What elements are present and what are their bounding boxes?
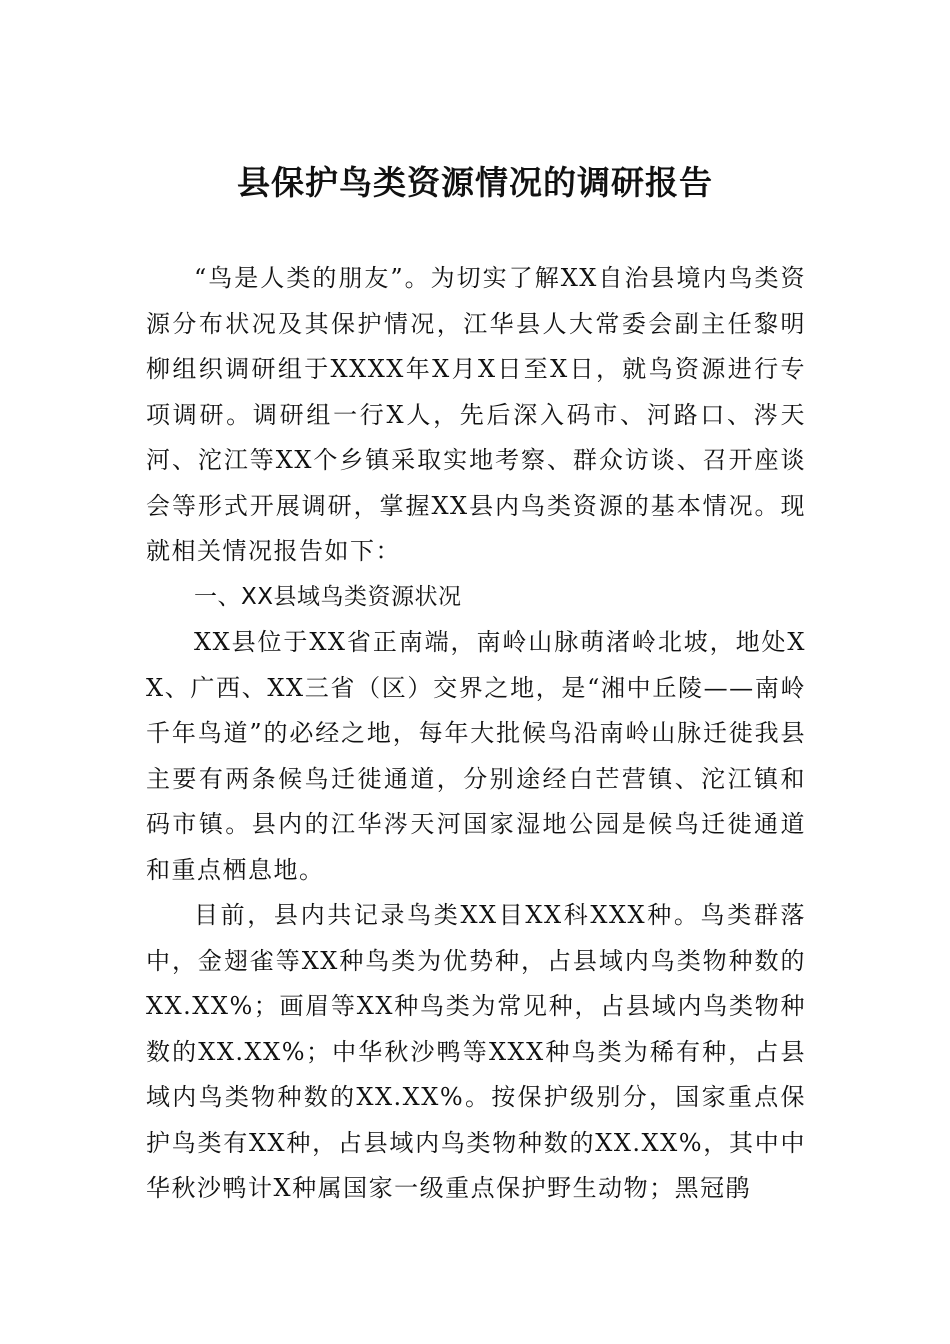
document-title: 县保护鸟类资源情况的调研报告 — [237, 163, 713, 202]
section1-paragraph-2: 目前，县内共记录鸟类XX目XX科XXX种。鸟类群落中，金翅雀等XX种鸟类为优势种，占县域内鸟类物种数的XX.XX%；画眉等XX种鸟类为常见种，占县域内鸟类物种数的XX.XX%；中华秋沙鸭等XXX种鸟类为稀有种，占县域内鸟类物种数的XX.XX%。按保护级别分，国家重点保护鸟类有XX种，占县域内鸟类物种数的XX.XX%，其中中华秋沙鸭计X种属国家一级重点保护野生动物；黑冠鹃 — [146, 901, 806, 1202]
section-heading-1: 一、XX县域鸟类资源状况 — [194, 583, 462, 610]
section1-paragraph-1: XX县位于XX省正南端，南岭山脉萌渚岭北坡，地处XX、广西、XX三省（区）交界之地，是“湘中丘陵——南岭千年鸟道”的必经之地，每年大批候鸟沿南岭山脉迁徙我县主要有两条候鸟迁徙通道，分别途经白芒营镇、沱江镇和码市镇。县内的江华涔天河国家湿地公园是候鸟迁徙通道和重点栖息地。 — [146, 628, 806, 884]
intro-paragraph: “鸟是人类的朋友”。为切实了解XX自治县境内鸟类资源分布状况及其保护情况，江华县人大常委会副主任黎明柳组织调研组于XXXX年X月X日至X日，就鸟资源进行专项调研。调研组一行X人，先后深入码市、河路口、涔天河、沱江等XX个乡镇采取实地考察、群众访谈、召开座谈会等形式开展调研，掌握XX县内鸟类资源的基本情况。现就相关情况报告如下： — [146, 264, 806, 565]
document-body — [146, 256, 806, 1212]
